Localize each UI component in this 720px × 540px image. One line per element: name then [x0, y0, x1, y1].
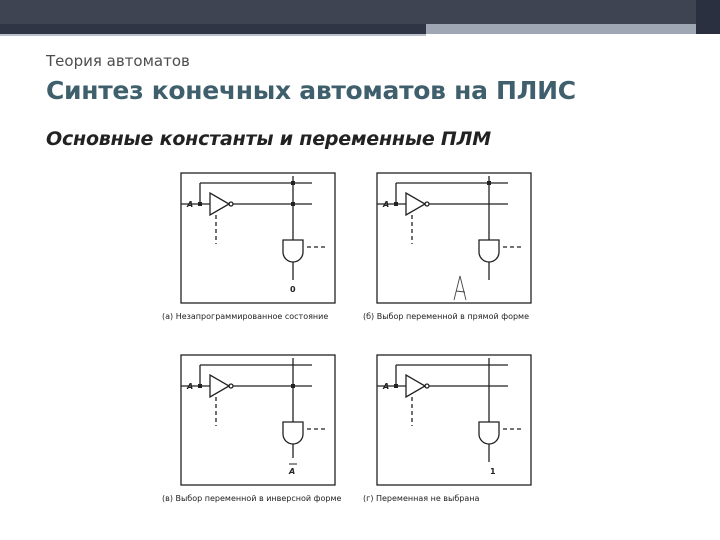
slide-subtitle: Теория автоматов — [46, 52, 190, 70]
panel-d-diagram — [377, 355, 531, 485]
panel-d-input-label: A — [383, 382, 390, 391]
top-bar — [0, 0, 720, 24]
header-accent-notch — [696, 0, 720, 34]
crosspoint-dots — [198, 181, 491, 388]
header-accent-light — [426, 24, 720, 34]
panel-b-caption: (б) Выбор переменной в прямой форме — [363, 312, 529, 321]
panel-d-output-label: 1 — [490, 467, 496, 476]
pla-figure — [160, 164, 552, 520]
panel-b-diagram — [377, 173, 531, 303]
panel-a-caption: (а) Незапрограммированное состояние — [162, 312, 329, 321]
panel-c-output-label: A — [289, 467, 296, 476]
panel-a-input-label: A — [187, 200, 194, 209]
panel-c-diagram — [181, 355, 335, 485]
slide-heading: Основные константы и переменные ПЛМ — [46, 128, 491, 150]
slide-title: Синтез конечных автоматов на ПЛИС — [46, 76, 576, 105]
panel-a-diagram — [181, 173, 335, 303]
panel-b-input-label: A — [383, 200, 390, 209]
panel-a-output-label: 0 — [290, 285, 296, 294]
panel-c-caption: (в) Выбор переменной в инверсной форме — [162, 494, 342, 503]
header-rule — [0, 34, 426, 36]
panel-c-input-label: A — [187, 382, 194, 391]
panel-d-caption: (г) Переменная не выбрана — [363, 494, 480, 503]
pla-diagrams — [160, 164, 552, 520]
